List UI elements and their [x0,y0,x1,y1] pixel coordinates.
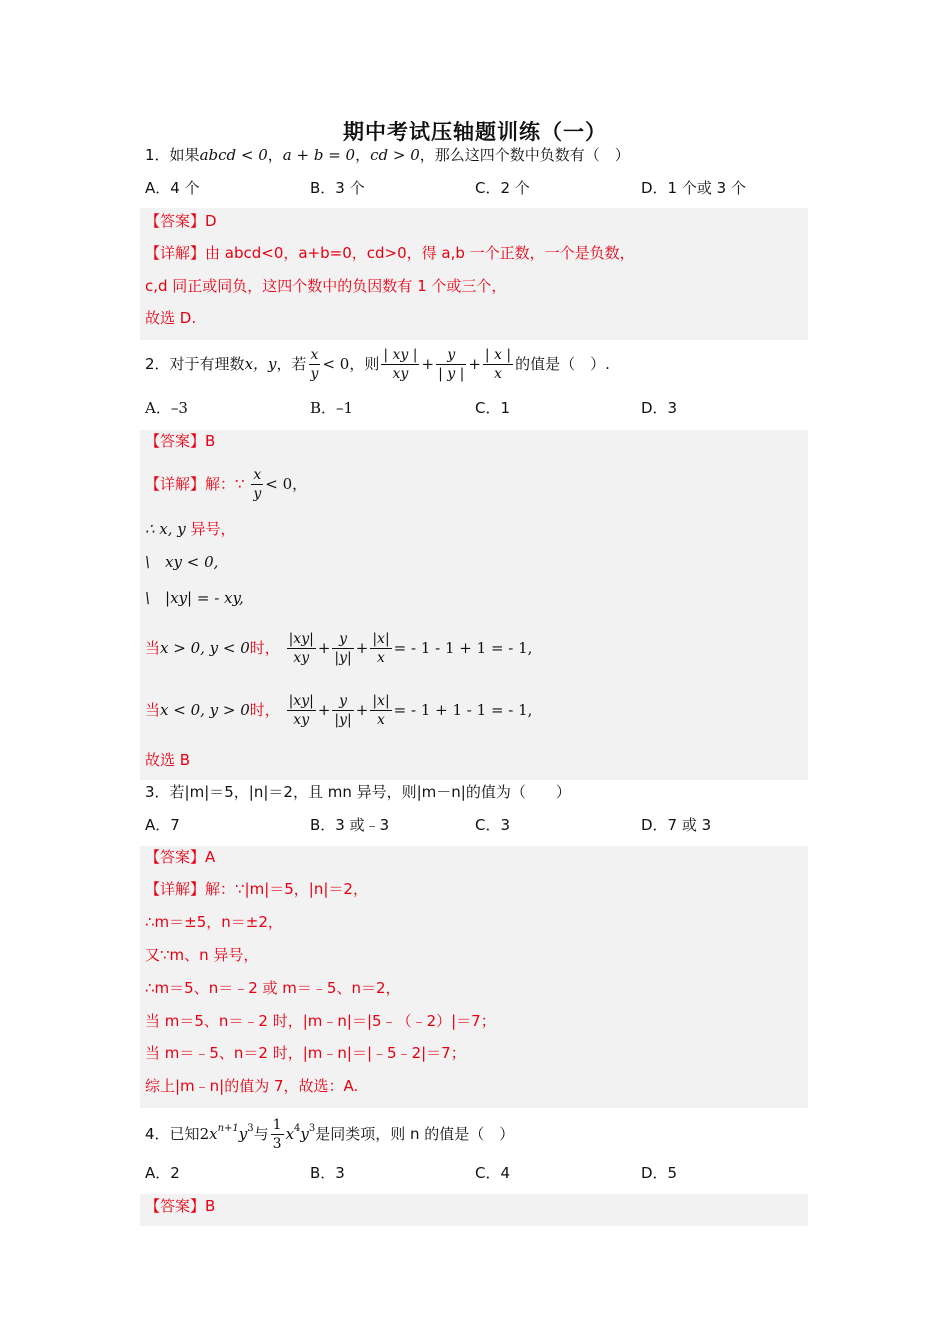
question-3-detail-line: 当 m＝﹣5、n＝2 时，|m﹣n|＝|﹣5﹣2|＝7； [145,1044,466,1062]
fraction-one-third: $\frac{1}{3}$ [272,1117,282,1152]
question-3-detail-line: ∴m＝±5，n＝±2， [145,913,283,931]
question-3-stem: 3．若|m|＝5，|n|＝2，且 mn 异号，则|m－n|的值为（ ） [145,783,571,801]
question-4-option-a: A．2 [145,1164,180,1182]
fraction-y-over-absy: $\frac{y}{| y |}$ [438,347,465,382]
question-1-detail-line: c,d 同正或同负，这四个数中的负因数有 1 个或三个， [145,277,507,295]
fraction-absxy-over-xy: $\frac{| xy |}{xy}$ [383,347,418,382]
question-3-detail-line: 【详解】解：∵|m|＝5，|n|＝2， [145,880,368,898]
question-1-stem: 1．如果abcd < 0，a + b = 0，cd > 0，那么这四个数中负数有（ ） [145,146,630,164]
question-2-detail-line: 当x > 0, y < 0时， $\frac{|xy|}{xy}$ + $\frac{y}{|y|}$ + $\frac{|x|}{x}$ = - 1 - 1 + 1 = - 1, [145,631,533,666]
fraction-absxy-over-xy: $\frac{|xy|}{xy}$ [288,631,314,666]
question-1-answer: 【答案】D [145,212,217,230]
question-2-answer: 【答案】B [145,432,216,450]
question-1-option-c: C．2 个 [475,179,530,197]
fraction-absxy-over-xy: $\frac{|xy|}{xy}$ [288,693,314,728]
question-3-option-d: D．7 或 3 [641,816,712,834]
question-2-detail-line: \ xy < 0, [145,553,219,571]
question-1-answer-box [140,208,808,340]
question-1-option-b: B．3 个 [310,179,365,197]
question-4-answer-box [140,1194,808,1226]
question-3-detail-line: 又∵m、n 异号， [145,946,259,964]
question-4-option-c: C．4 [475,1164,511,1182]
fraction-x-over-y: $\frac{x}{y}$ [253,467,262,502]
question-4-stem: 4．已知$2x^{n+1}y^3$与 $\frac{1}{3}$ $x^4y^3$是同类项，则 n 的值是（ ） [145,1117,515,1152]
question-2-detail-line: 【详解】解：∵ $\frac{x}{y}$ < 0， [145,467,308,502]
question-1-option-d: D．1 个或 3 个 [641,179,746,197]
question-2-option-a: A．–3 [145,399,188,417]
question-1-option-a: A．4 个 [145,179,200,197]
fraction-x-over-y: $\frac{x}{y}$ [310,347,319,382]
question-3-option-b: B．3 或﹣3 [310,816,390,834]
question-2-detail-line: \ |xy| = - xy, [145,589,244,607]
question-2-detail-line: 当x < 0, y > 0时， $\frac{|xy|}{xy}$ + $\frac{y}{|y|}$ + $\frac{|x|}{x}$ = - 1 + 1 - 1 = - 1, [145,693,533,728]
question-3-option-c: C．3 [475,816,511,834]
question-4-answer: 【答案】B [145,1197,216,1215]
question-1-detail-line: 【详解】由 abcd<0，a+b=0，cd>0，得 a,b 一个正数，一个是负数， [145,244,635,262]
page-title: 期中考试压轴题训练（一） [343,120,607,144]
question-3-detail-line: 综上|m﹣n|的值为 7，故选：A. [145,1077,359,1095]
question-3-detail-line: ∴m＝5、n＝﹣2 或 m＝﹣5、n＝2， [145,979,401,997]
fraction-y-over-absy: $\frac{y}{|y|}$ [334,693,352,728]
question-3-answer: 【答案】A [145,848,216,866]
question-4-option-b: B．3 [310,1164,345,1182]
question-1-detail-line: 故选 D. [145,309,197,327]
question-2-option-b: B．–1 [310,399,354,417]
fraction-absx-over-x: $\frac{|x|}{x}$ [372,631,390,666]
question-2-stem: 2．对于有理数x，y，若 $\frac{x}{y}$ < 0，则 $\frac{| xy |}{xy}$ + $\frac{y}{| y |}$ + $\frac{| x |}{x}$ 的值是（ ）. [145,347,610,382]
fraction-absx-over-x: $\frac{|x|}{x}$ [372,693,390,728]
question-4-option-d: D．5 [641,1164,678,1182]
question-2-detail-line: ∴ x, y 异号， [145,520,236,538]
question-2-option-c: C．1 [475,399,511,417]
question-2-detail-line: 故选 B [145,751,191,769]
question-3-option-a: A．7 [145,816,180,834]
question-2-option-d: D．3 [641,399,678,417]
fraction-absx-over-x: $\frac{| x |}{x}$ [484,347,512,382]
question-3-detail-line: 当 m＝5、n＝﹣2 时，|m﹣n|＝|5﹣（﹣2）|＝7； [145,1012,496,1030]
fraction-y-over-absy: $\frac{y}{|y|}$ [334,631,352,666]
